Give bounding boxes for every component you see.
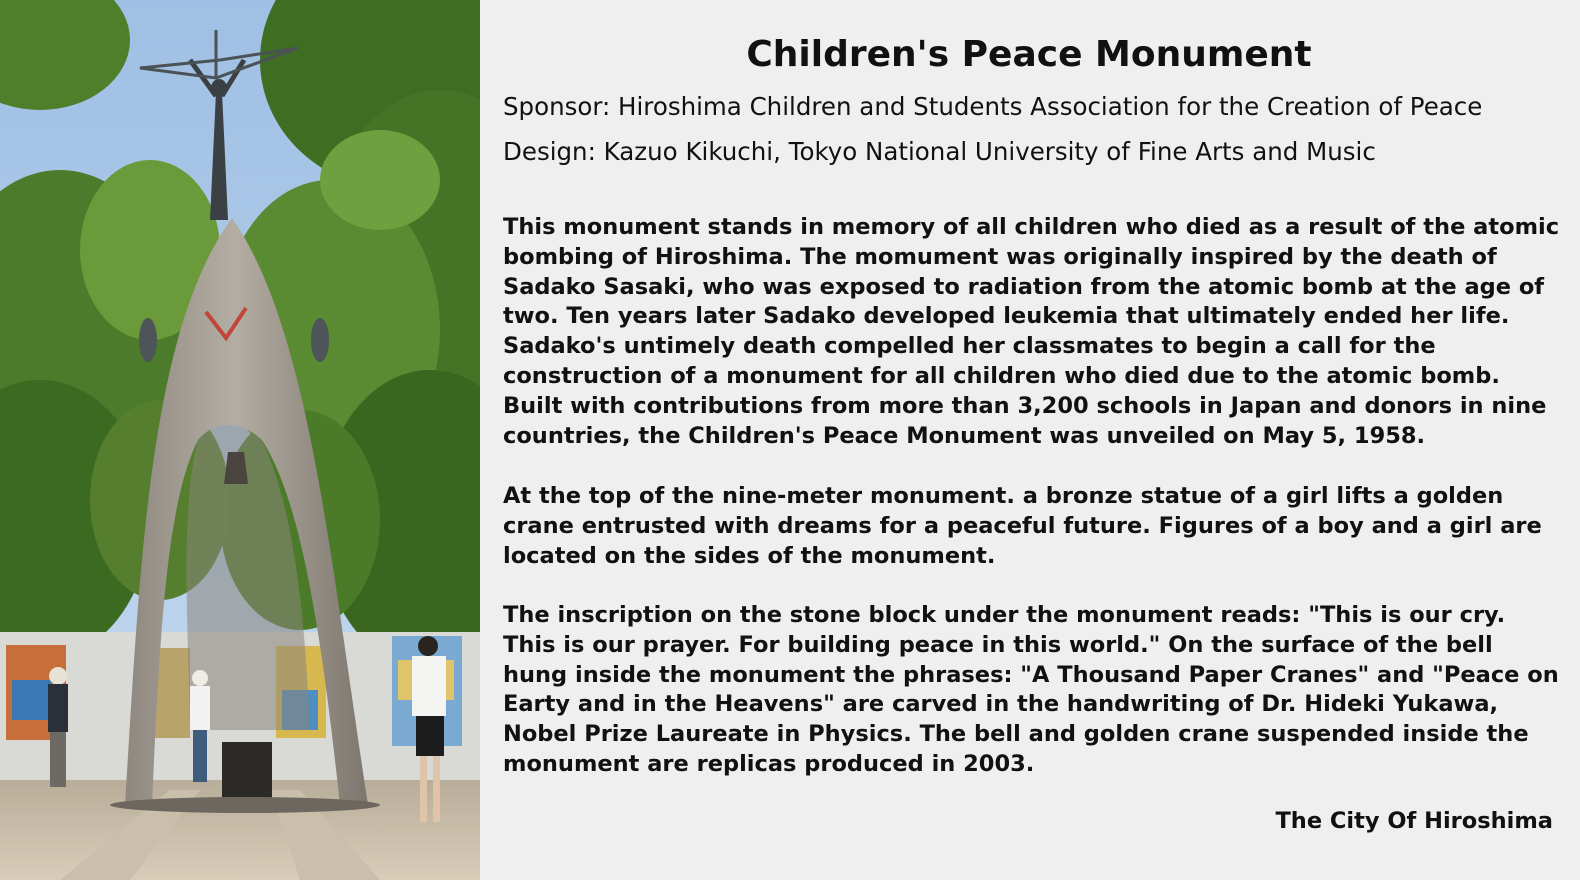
statue-girl [311,318,329,362]
statue-boy [139,318,157,362]
text-panel [503,0,1563,880]
sponsor-line: Sponsor: Hiroshima Children and Students Association for the Creation of Peace [503,92,1483,121]
paragraph-statue: At the top of the nine-meter monument. a bronze statue of a girl lifts a golden crane entrusted with dreams for a peaceful future. Figures of a boy and a girl are located on the sides of the monument. [503,483,1542,569]
signature: The City Of Hiroshima [1275,808,1553,834]
page-title: Children's Peace Monument [746,34,1312,75]
monument-photo [0,0,480,880]
design-line: Design: Kazuo Kikuchi, Tokyo National University of Fine Arts and Music [503,137,1376,166]
paragraph-inscription: The inscription on the stone block under the monument reads: "This is our cry. This is our prayer. For building peace in this world." On the surface of the bell hung inside the monument the phrases: "A Thousand Paper Cranes" and "Peace on Earty and in the Heavens" are carved in the handwriting of Dr. Hideki Yukawa, Nobel Prize Laureate in Physics. The bell and golden crane suspended inside the monument are replicas produced in 2003. [503,602,1559,777]
paragraph-history: This monument stands in memory of all children who died as a result of the atomic bombing of Hiroshima. The momument was originally inspired by the death of Sadako Sasaki, who was exposed to radiation from the atomic bomb at the age of two. Ten years later Sadako developed leukemia that ultimately ended her life. Sadako's untimely death compelled her classmates to begin a call for the construction of a monument for all children who died due to the atomic bomb. Built with contributions from more than 3,200 schools in Japan and donors in nine countries, the Children's Peace Monument was unveiled on May 5, 1958. [503,214,1560,449]
